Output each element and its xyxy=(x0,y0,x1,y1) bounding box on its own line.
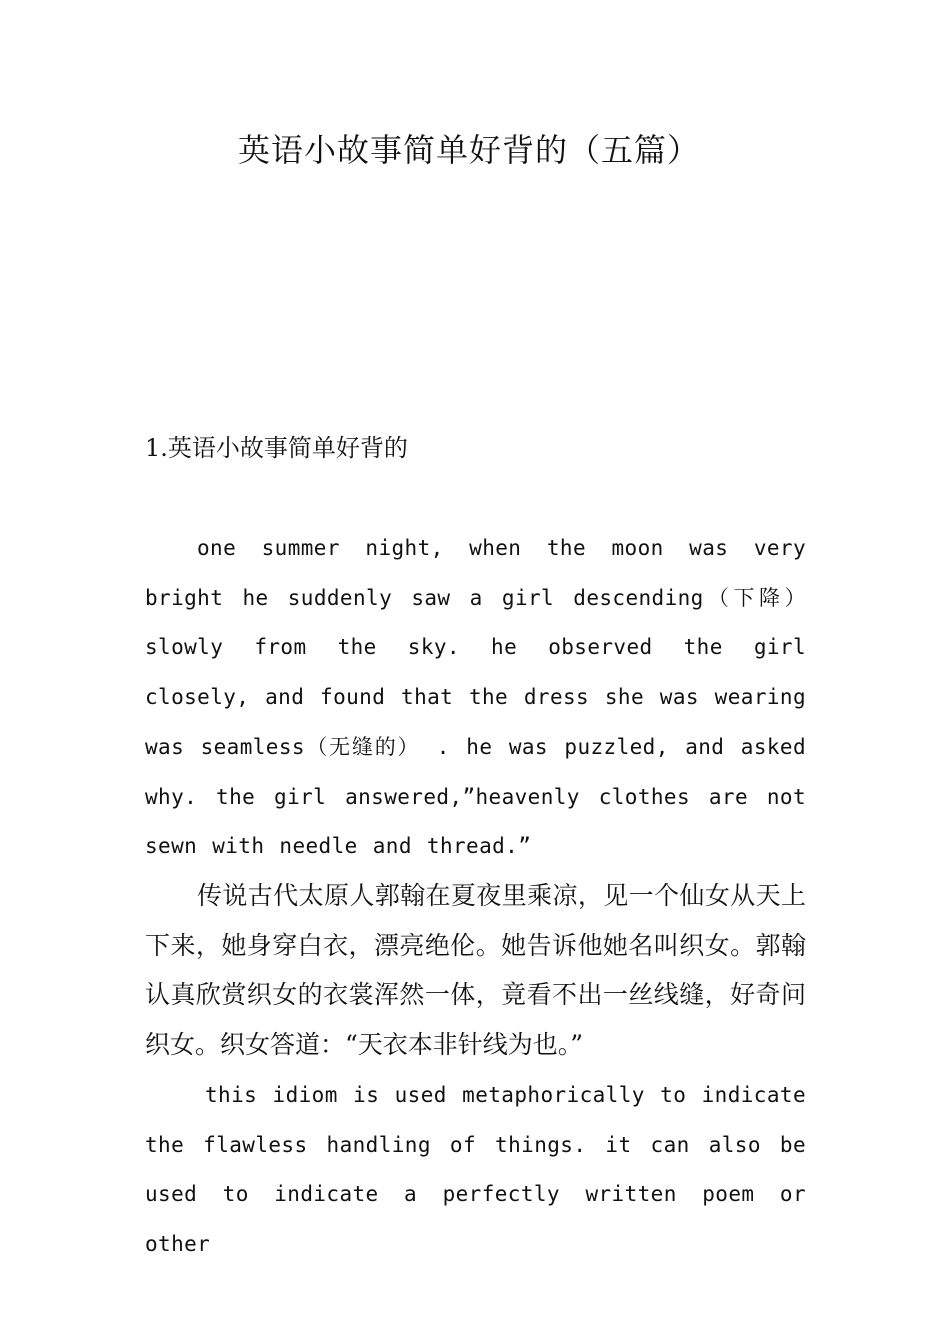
section-heading: 1.英语小故事简单好背的 xyxy=(145,434,408,462)
story-paragraph-chinese: 传说古代太原人郭翰在夏夜里乘凉，见一个仙女从天上下来，她身穿白衣，漂亮绝伦。她告诉他她名叫织女。郭翰认真欣赏织女的衣裳浑然一体，竟看不出一丝线缝，好奇问织女。织女答道：“天衣本非针线为也。” xyxy=(145,881,806,1060)
document-title: 英语小故事简单好背的（五篇） xyxy=(237,131,700,169)
idiom-explanation-paragraph: this idiom is used metaphorically to indicate the flawless handling of things. it can also be used to indicate a perfectly written poem or other xyxy=(145,1083,806,1257)
story-paragraph-english: one summer night, when the moon was very bright he suddenly saw a girl descending（下降） slowly from the sky. he observed the girl closely, and found that the dress she was wearing was seamless（无缝的） . he was puzzled, and asked why. the girl answered,”heavenly clothes are not sewn with needle and thread.” xyxy=(145,536,806,859)
